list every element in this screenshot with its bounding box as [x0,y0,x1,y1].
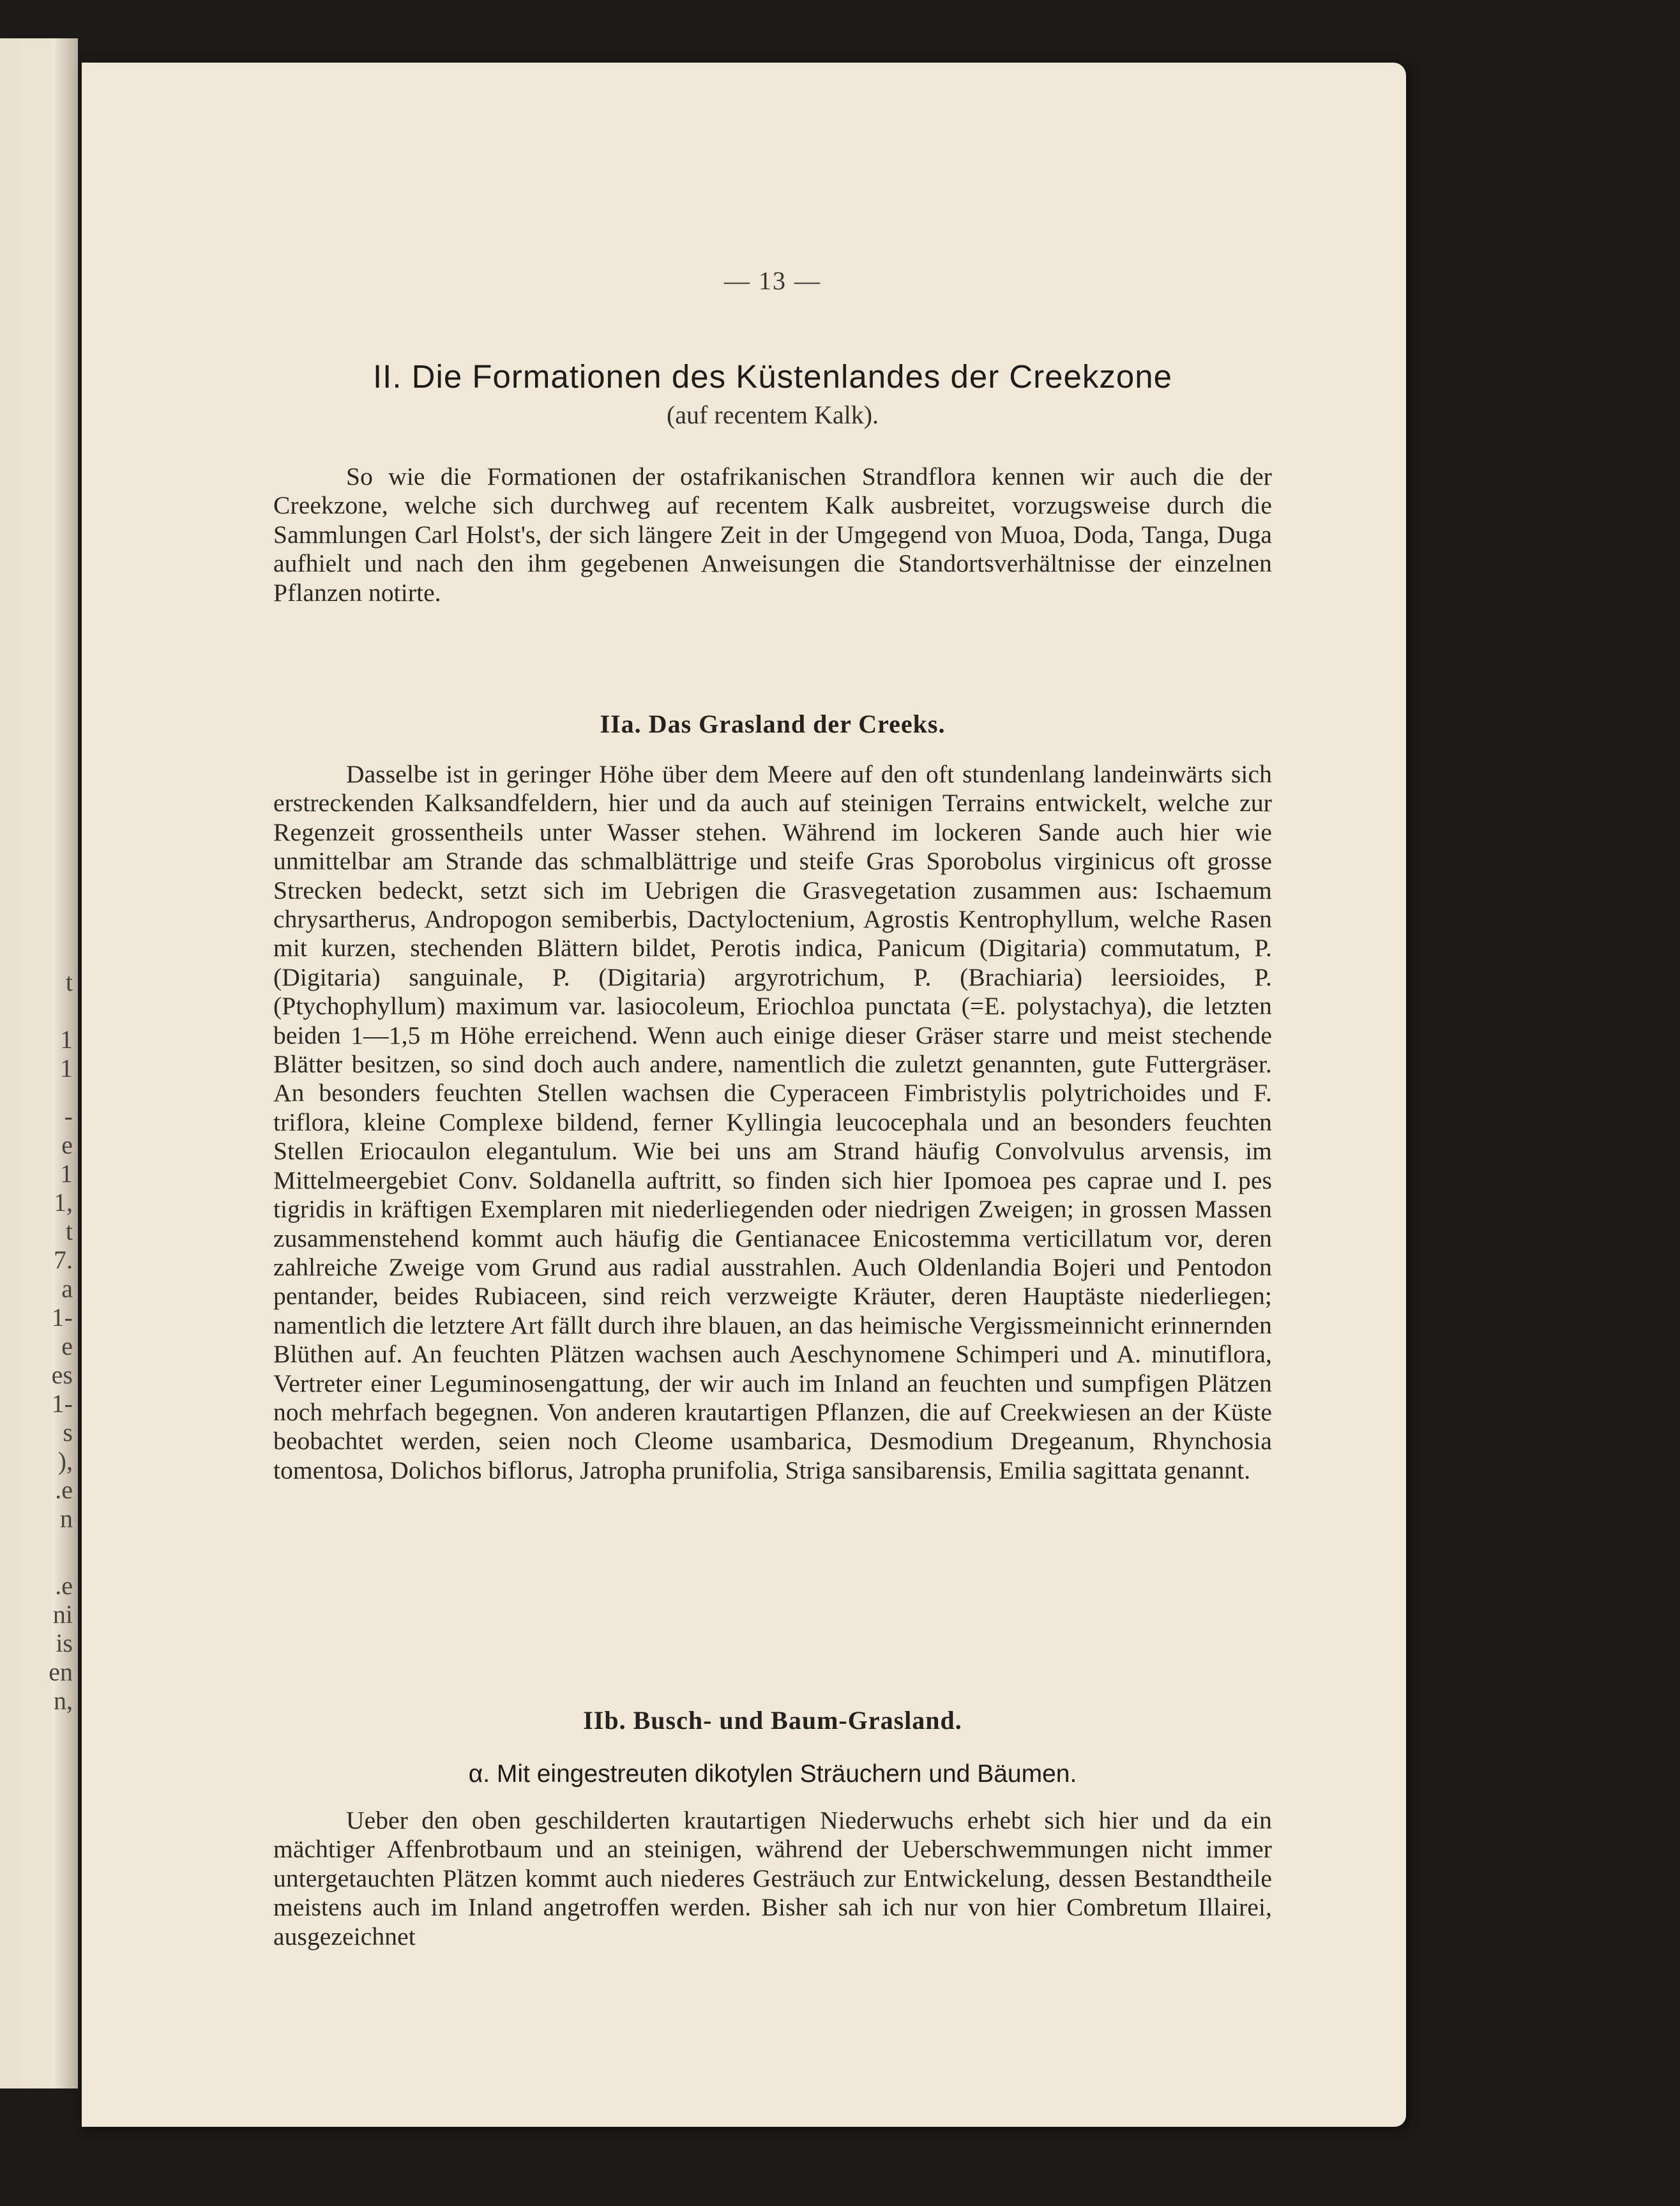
left-margin-fragment: 1- [51,1303,73,1332]
left-margin-fragment: e [61,1130,73,1159]
page-number: — 13 — [724,266,821,295]
left-margin-fragment: e [61,1332,73,1360]
left-margin-fragment: es [51,1360,73,1389]
left-margin-fragment: 1- [51,1389,73,1418]
left-margin-fragment: - [64,1102,73,1130]
left-margin-fragment: t [65,968,73,996]
section-heading-iia: IIa. Das Grasland der Creeks. [600,710,946,738]
chapter-title: II. Die Formationen des Küstenlandes der Creekzone [373,358,1172,395]
left-margin-fragment: ), [57,1447,73,1475]
left-margin-fragment: t [65,1217,73,1245]
left-margin-fragment: n, [54,1686,73,1715]
left-margin-fragment: .e [55,1475,73,1504]
left-margin-fragment: is [56,1629,73,1657]
left-margin-fragment: .e [55,1571,73,1600]
section-heading-iib: IIb. Busch- und Baum-Grasland. [583,1706,962,1735]
subsection-heading-alpha: α. Mit eingestreuten dikotylen Sträuchern und Bäumen. [468,1760,1077,1788]
left-margin-fragment: a [61,1274,73,1303]
grasland-paragraph: Dasselbe ist in geringer Höhe über dem Meere auf den oft stundenlang landeinwärts sich erstreckenden Kalksandfeldern, hier und da auch auf steinigen Terrains entwickelt, welche zur Regenzeit grossentheils unter Wasser stehen. Während im lockeren Sande auch hier wie unmittelbar am Strande das schmalblättrige und steife Gras Sporobolus virginicus oft grosse Strecken bedeckt, setzt sich im Uebrigen die Grasvegetation zusammen aus: Ischaemum chrysartherus, Andropogon semiberbis, Dactyloctenium, Agrostis Kentrophyllum, welche Rasen mit kurzen, stechenden Blättern bildet, Perotis indica, Panicum (Digitaria) commutatum, P. (Digitaria) sanguinale, P. (Digitaria) argyrotrichum, P. (Brachiaria) leersioides, P. (Ptychophyllum) maximum var. lasiocoleum, Eriochloa punctata (=E. polystachya), die letzten beiden 1—1,5 m Höhe erreichend. Wenn auch einige dieser Gräser starre und meist stechende Blätter besitzen, so sind doch auch andere, namentlich die zuletzt genannten, gute Futtergräser. An besonders feuchten Stellen wachsen die Cyperaceen Fimbristylis polytrichoides und F. triflora, kleine Complexe bildend, ferner Kyllingia leucocephala und an besonders feuchten Stellen Eriocaulon elegantulum. Wie bei uns am Strand häufig Convolvulus arvensis, im Mittelmeergebiet Conv. Soldanella auftritt, so finden sich hier Ipomoea pes caprae und I. pes tigridis in kräftigen Exemplaren mit niederliegenden oder niedrigen Zweigen; in grossen Massen zusammenstehend kommt auch häufig die Gentianacee Enicostemma verticillatum vor, deren zahlreiche Zweige vom Grund aus radial ausstrahlen. Auch Oldenlandia Bojeri und Pentodon pentander, beides Rubiaceen, sind reich verzweigte Kräuter, deren Hauptäste niederliegen; namentlich die letztere Art fällt durch ihre blauen, an das heimische Vergissmeinnicht erinnernden Blüthen auf. An feuchten Plätzen wachsen auch Aeschynomene Schimperi und A. minutiflora, Vertreter einer Leguminosengattung, der wir auch im Inland an feuchten und sumpfigen Plätzen noch mehrfach begegnen. Von anderen krautartigen Pflanzen, die auf Creekwiesen an der Küste beobachtet werden, seien noch Cleome usambarica, Desmodium Dregeanum, Rhynchosia tomentosa, Dolichos biflorus, Jatropha prunifolia, Striga sansibarensis, Emilia sagittata genannt. [273,760,1272,1484]
left-margin-fragment: n [60,1504,73,1533]
left-margin-fragment: 1 [60,1025,73,1054]
left-page-sliver [0,38,78,2088]
intro-paragraph: So wie die Formationen der ostafrikanischen Strandflora kennen wir auch die der Creekzone, welche sich durchweg auf recentem Kalk ausbreitet, vorzugsweise durch die Sammlungen Carl Holst's, der sich längere Zeit in der Umgegend von Muoa, Doda, Tanga, Duga aufhielt und nach den ihm gegebenen Anweisungen die Standortsverhältnisse der einzelnen Pflanzen notirte. [273,462,1272,607]
chapter-subtitle: (auf recentem Kalk). [666,400,879,429]
left-margin-fragment: 1 [60,1054,73,1083]
book-page [82,63,1406,2127]
busch-paragraph: Ueber den oben geschilderten krautartigen Niederwuchs erhebt sich hier und da ein mächtiger Affenbrotbaum und an steinigen, während der Ueberschwemmungen nicht immer untergetauchten Plätzen kommt auch niederes Gesträuch zur Entwickelung, dessen Bestandtheile meistens auch im Inland angetroffen werden. Bisher sah ich nur von hier Combretum Illairei, ausgezeichnet [273,1806,1272,1951]
left-margin-fragment: 1 [60,1159,73,1188]
left-margin-fragment: 7. [54,1245,73,1274]
left-margin-fragment: ni [52,1600,73,1629]
left-margin-fragment: 1, [54,1188,73,1217]
left-margin-fragment: s [63,1418,73,1447]
left-margin-fragment: en [49,1657,73,1686]
